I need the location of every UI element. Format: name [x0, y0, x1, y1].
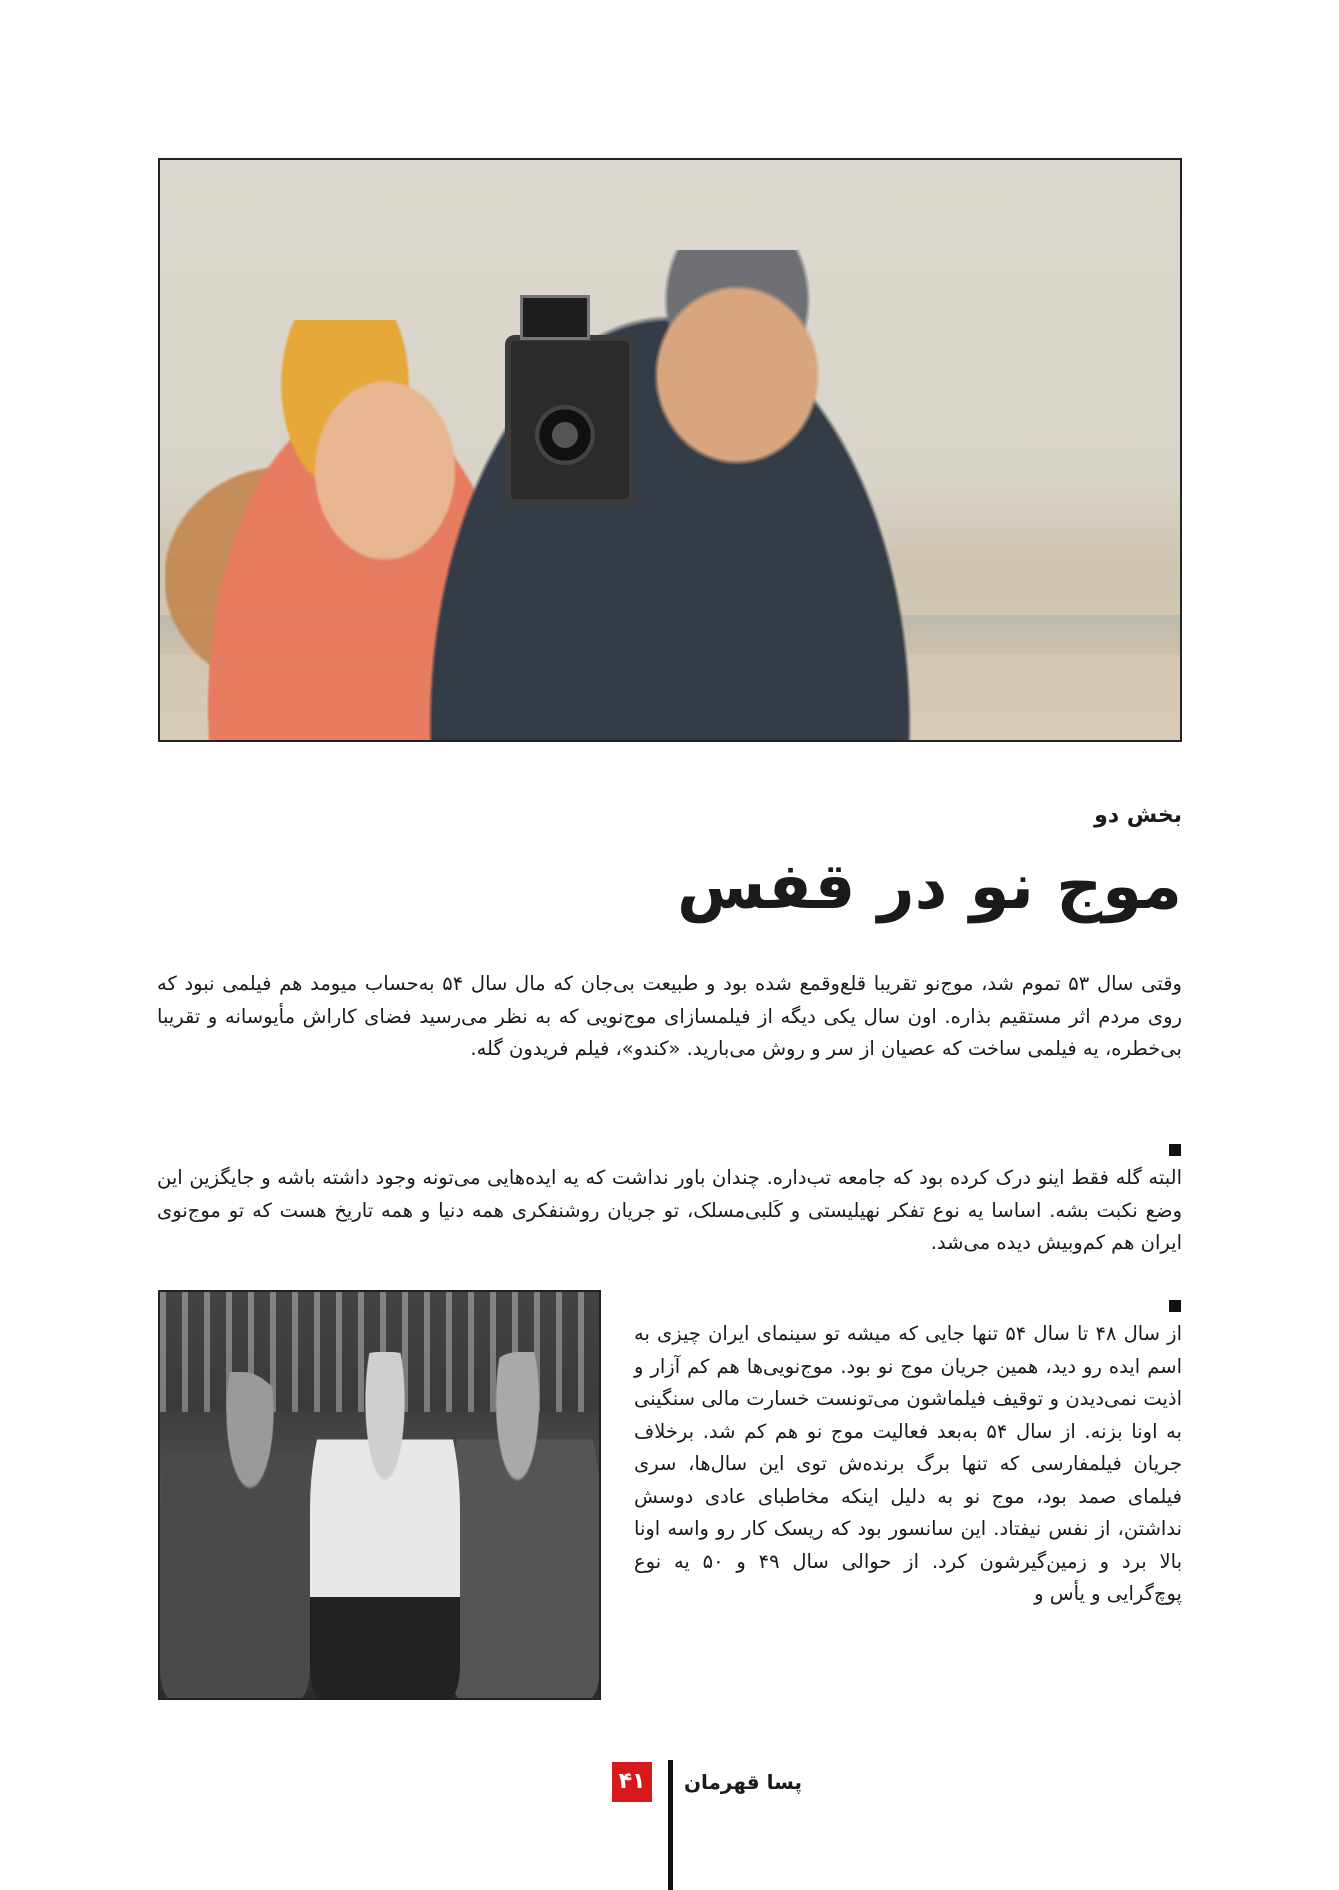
square-bullet-icon [1169, 1144, 1181, 1156]
square-bullet-icon [1169, 1300, 1181, 1312]
footer-divider [668, 1760, 673, 1890]
photo-man-figure [390, 250, 950, 742]
photo-figure-right [450, 1352, 600, 1700]
page-number: ۴۱ [612, 1762, 652, 1802]
section-label: بخش دو [1094, 803, 1182, 828]
bottom-photo [158, 1290, 601, 1700]
top-photo [158, 158, 1182, 742]
article-paragraph-1: وقتی سال ۵۳ تموم شد، موج‌نو تقریبا قلع‌وقمع شده بود و طبیعت بی‌جان که مال سال ۵۴ به‌حساب میومد هم فیلمی نبود که روی مردم اثر مستقیم بذاره. اون سال یکی دیگه از فیلمسازای موج‌نویی که به نظر می‌رسید فضای کاراش مأیوسانه و تقریبا بی‌خطره، یه فیلمی ساخت که عصیان از سر و روش می‌بارید. «کندو»، فیلم فریدون گله. [157, 972, 1182, 1060]
article-paragraph-3: از سال ۴۸ تا سال ۵۴ تنها جایی که میشه تو سینمای ایران چیزی به اسم ایده رو دید، همین جریان موج نو بود. موج‌نویی‌ها هم کم آزار و اذیت نمی‌دیدن و توقیف فیلماشون می‌تونست خسارت مالی سنگینی به اونا بزنه. از سال ۵۴ به‌بعد فعالیت موج نو هم کم شد. برخلاف جریان فیلمفارسی که تنها برگ برنده‌ش توی این سال‌ها، سری فیلمای صمد بود، موج نو به دلیل اینکه مخاطبای عادی دوسش نداشتن، از نفس نیفتاد. این سانسور بود که ریسک کار رو واسه اونا بالا برد و زمین‌گیرشون کرد. از حوالی سال ۴۹ و ۵۰ یه نوع پوچ‌گرایی و یأس و [634, 1322, 1182, 1605]
camera-icon [505, 335, 635, 505]
photo-figure-center [310, 1352, 460, 1700]
photo-figure-left [160, 1372, 310, 1700]
article-title: موج نو در قفس [677, 850, 1182, 924]
magazine-name: پسا قهرمان [683, 1770, 802, 1794]
article-paragraph-2: البته گله فقط اینو درک کرده بود که جامعه تب‌داره. چندان باور نداشت که یه ایده‌هایی می‌تونه وجود داشته باشه و جایگزین این وضع نکبت بشه. اساسا یه نوع تفکر نهیلیستی و کَلبی‌مسلک، تو جریان روشنفکری همه دنیا و همه تاریخ هست که تو موج‌نوی ایران هم کم‌وبیش دیده می‌شد. [157, 1166, 1182, 1254]
